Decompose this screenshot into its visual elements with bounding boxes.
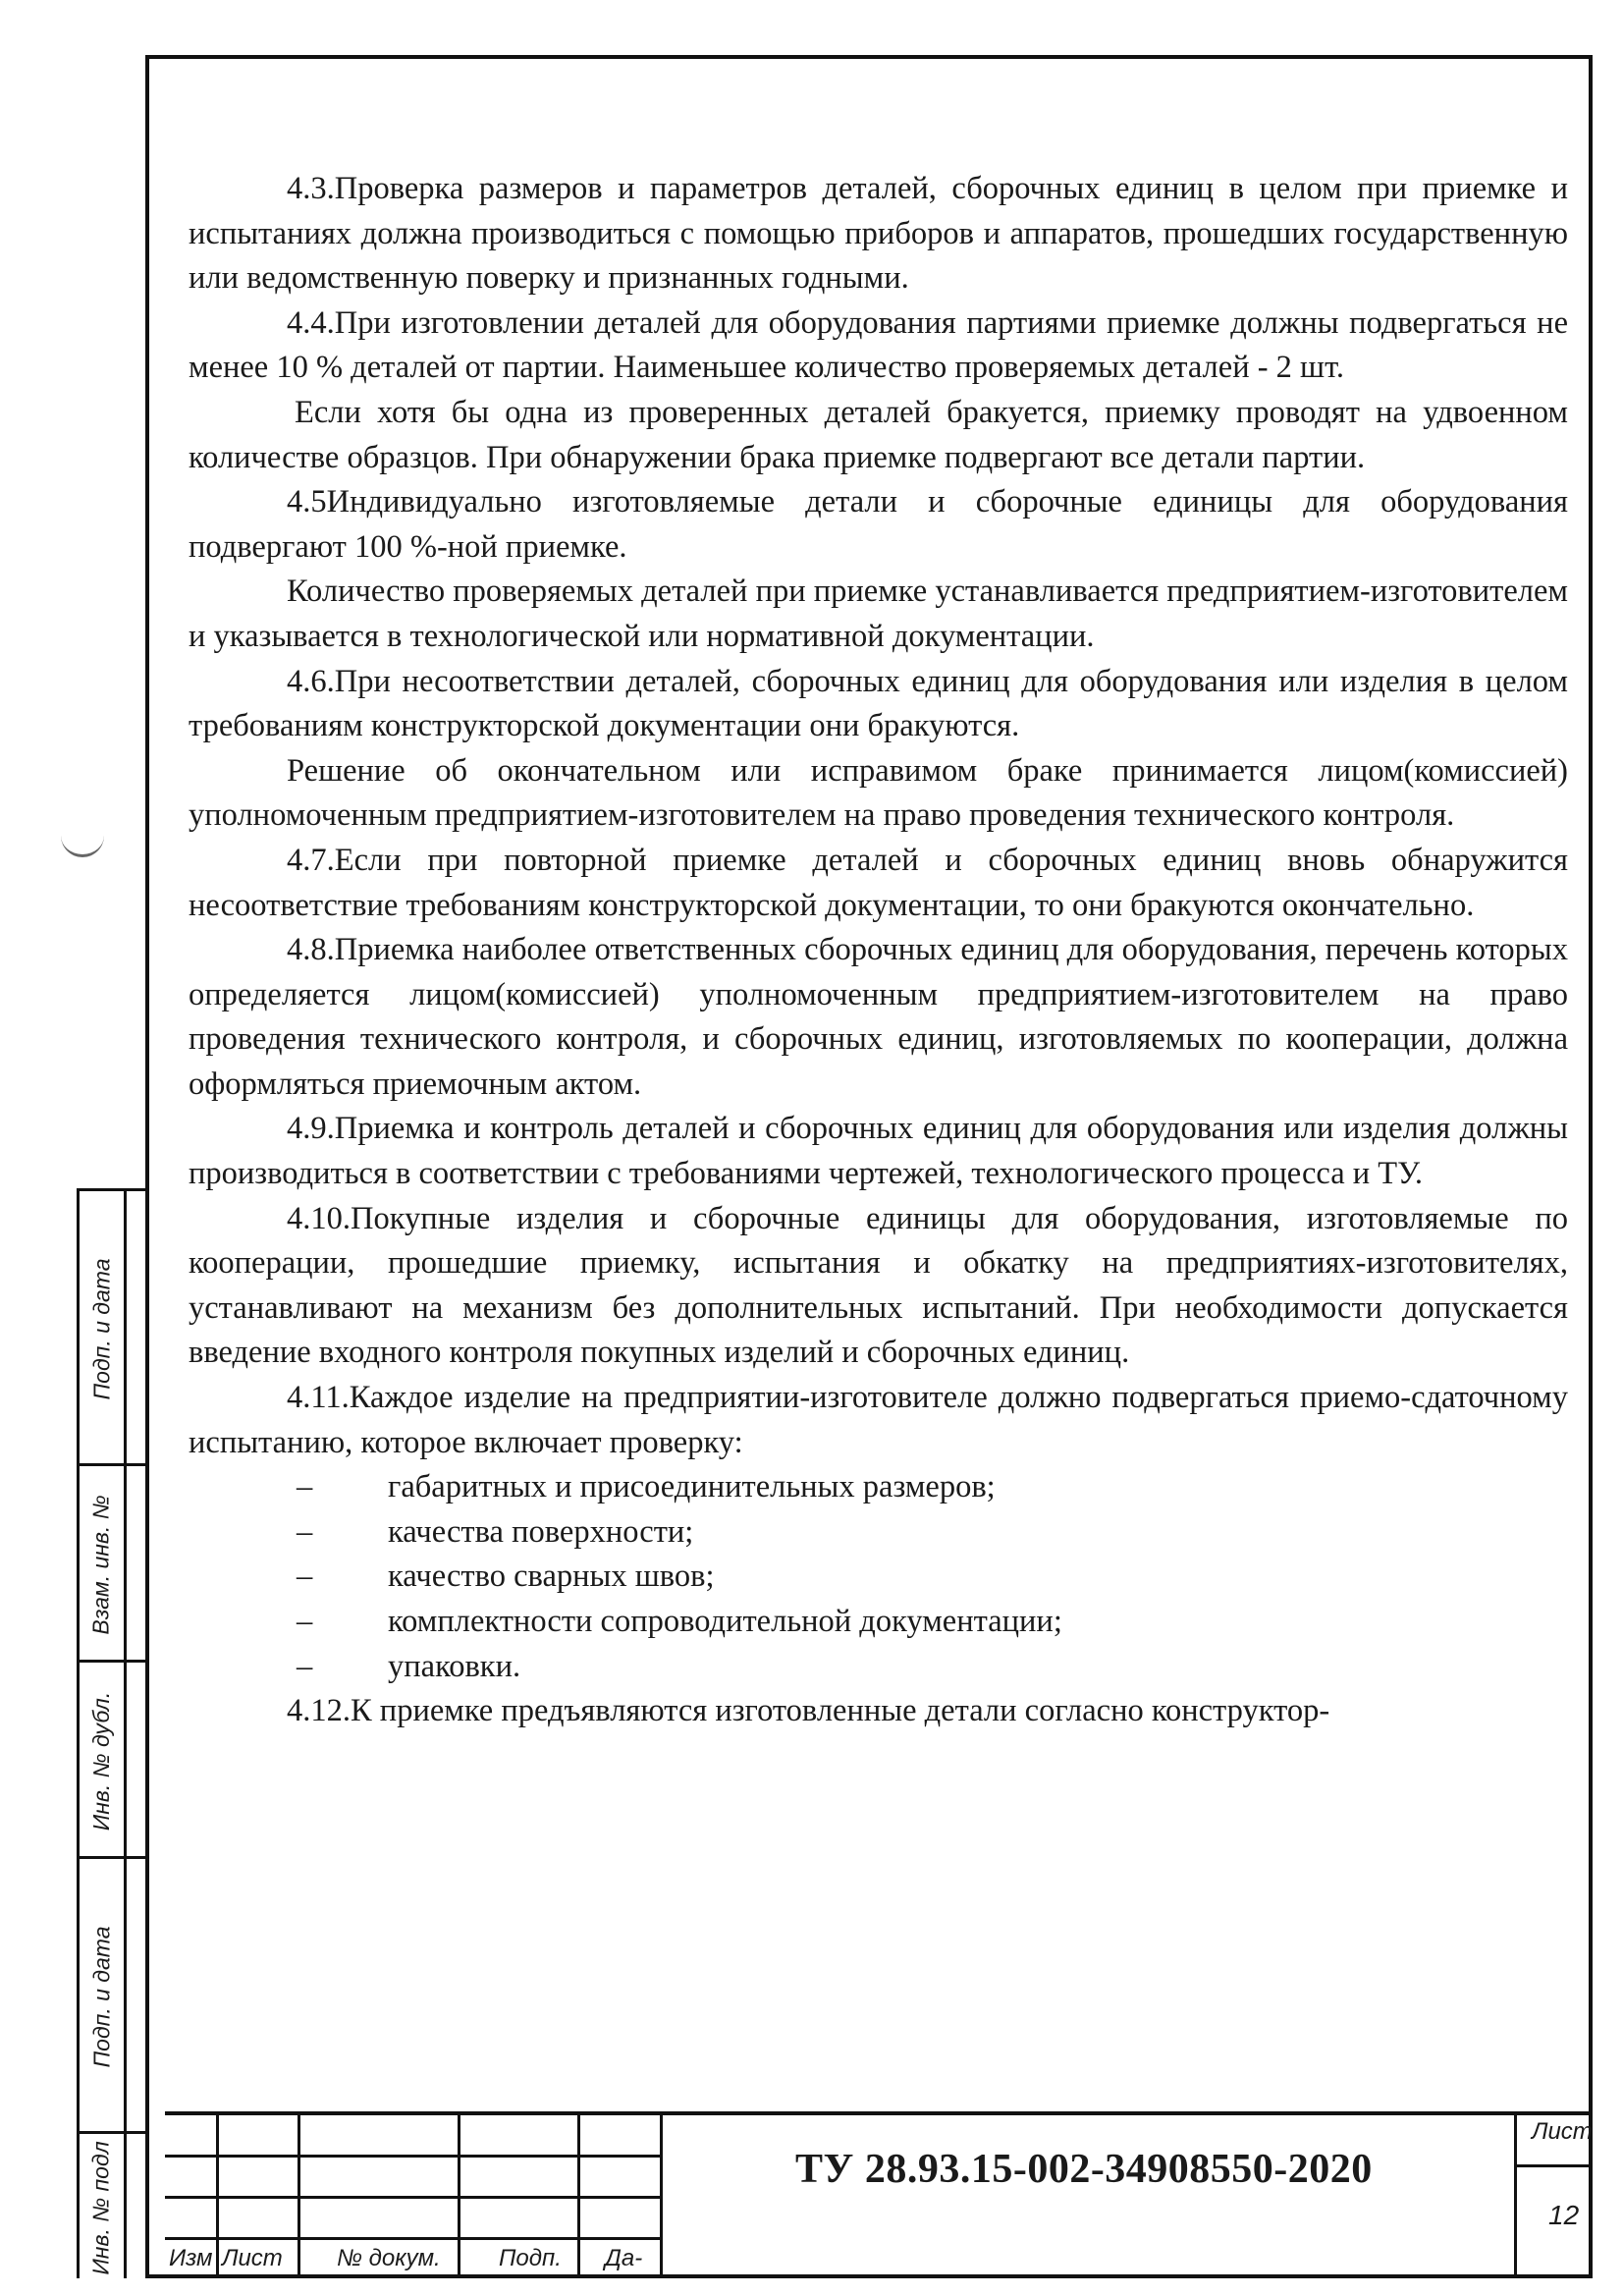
paragraph-4-5: 4.5Индивидуально изготовляемые детали и сборочные единицы для оборудования подвергают 100 %-ной приемке. [189, 484, 1568, 565]
side-label-inv-dubl: Инв. № дубл. [88, 1691, 115, 1831]
paragraph-4-5-cont: Количество проверяемых деталей при приемке устанавливается предприятием-изготовителем и указывается в технологической или нормативной документации. [189, 574, 1568, 654]
list-item: – упаковки. [297, 1648, 521, 1684]
side-label-vzam-inv: Взам. инв. № [88, 1494, 115, 1635]
title-block [165, 2111, 1593, 2278]
document-designation: ТУ 28.93.15-002-34908550-2020 [795, 2147, 1373, 2192]
side-stamp-strip [77, 1188, 147, 2278]
list-item: – качества поверхности; [297, 1513, 694, 1550]
paragraph-4-12: 4.12.К приемке предъявляются изготовленные детали согласно конструктор- [287, 1693, 1330, 1729]
title-col-dokum: № докум. [337, 2245, 441, 2271]
paragraph-4-6: 4.6.При несоответствии деталей, сборочных единиц для оборудования или изделия в целом требованиям конструкторской документации они бракуются. [189, 663, 1568, 744]
side-label-podp-data-2: Подп. и дата [88, 1926, 114, 2067]
title-col-izm: Изм [169, 2245, 213, 2271]
title-col-list: Лист [222, 2245, 283, 2271]
list-item: – габаритных и присоединительных размеров; [297, 1469, 996, 1505]
side-label-inv-podl: Инв. № подл [88, 2140, 115, 2275]
paragraph-4-6-cont: Решение об окончательном или исправимом браке принимается лицом(комиссией) уполномоченным предприятием-изготовителем на право проведения технического контроля. [189, 752, 1568, 834]
paragraph-4-11: 4.11.Каждое изделие на предприятии-изготовителе должно подвергаться приемо-сдаточному испытанию, которое включает проверку: [189, 1380, 1568, 1460]
sheet-number: 12 [1548, 2200, 1580, 2230]
title-col-podp: Подп. [499, 2245, 562, 2271]
paragraph-4-7: 4.7.Если при повторной приемке деталей и сборочных единиц вновь обнаружится несоответствие требованиям конструкторской документации, то они бракуются окончательно. [189, 842, 1568, 923]
paragraph-4-4-cont: Если хотя бы одна из проверенных деталей бракуется, приемку проводят на удвоенном количестве образцов. При обнаружении брака приемке подвергают все детали партии. [189, 394, 1568, 475]
inspection-list [189, 1465, 1568, 1689]
paragraph-4-4: 4.4.При изготовлении деталей для оборудования партиями приемке должны подвергаться не менее 10 % деталей от партии. Наименьшее количество проверяемых деталей - 2 шт. [189, 304, 1568, 386]
sheet-label: Лист [1532, 2118, 1593, 2145]
side-label-podp-data: Подп. и дата [88, 1258, 114, 1399]
list-item: – комплектности сопроводительной документации; [297, 1604, 1062, 1639]
document-body [189, 167, 1568, 1734]
punch-mark [61, 825, 104, 857]
paragraph-4-10: 4.10.Покупные изделия и сборочные единицы для оборудования, изготовляемые по кооперации, прошедшие приемку, испытания и обкатку на предприятиях-изготовителях, устанавливают на механизм без дополнительных испытаний. При необходимости допускается введение входного контроля покупных изделий и сборочных единиц. [189, 1200, 1568, 1371]
paragraph-4-9: 4.9.Приемка и контроль деталей и сборочных единиц для оборудования или изделия должны производиться в соответствии с требованиями чертежей, технологического процесса и ТУ. [189, 1111, 1568, 1192]
list-item: – качество сварных швов; [297, 1558, 715, 1595]
title-col-data: Да- [605, 2245, 643, 2271]
paragraph-4-8: 4.8.Приемка наиболее ответственных сборочных единиц для оборудования, перечень которых определяется лицом(комиссией) уполномоченным предприятием-изготовителем на право проведения технического контроля, и сборочных единиц, изготовляемых по кооперации, должна оформляться приемочным актом. [189, 932, 1568, 1102]
paragraph-4-3: 4.3.Проверка размеров и параметров деталей, сборочных единиц в целом при приемке и испытаниях должна производиться с помощью приборов и аппаратов, прошедших государственную или ведомственную поверку и признанных годными. [189, 171, 1568, 297]
